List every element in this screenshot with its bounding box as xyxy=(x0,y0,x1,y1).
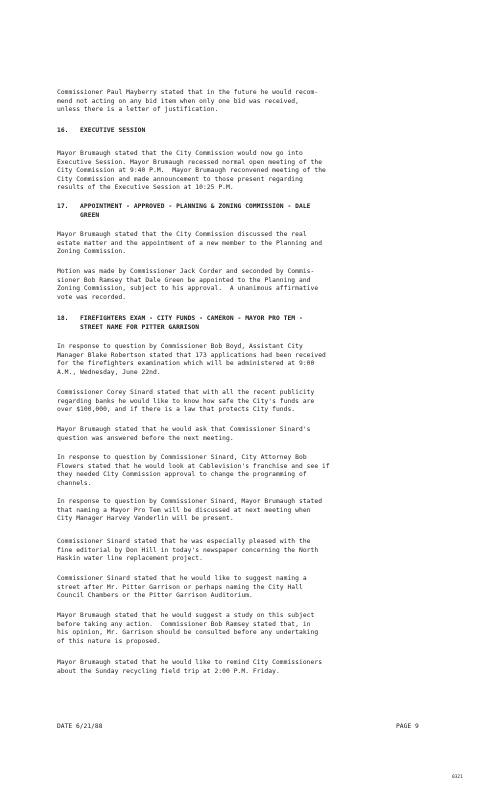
heading-appointment-planning-zoning: 17. APPOINTMENT - APPROVED - PLANNING & ZONING COMMISSION - DALE GREEN xyxy=(57,203,311,219)
paragraph-motion-dale-green: Motion was made by Commissioner Jack Corder and seconded by Commis- sioner Bob Ramsey that Dale Green be appointed to the Planning and Zoning Commission, subject to his approval. A unanimous affirmative vote was recorded. xyxy=(57,268,319,301)
heading-firefighters-exam: 18. FIREFIGHTERS EXAM - CITY FUNDS - CAMERON - MAYOR PRO TEM - STREET NAME FOR PITTER GARRISON xyxy=(57,315,303,331)
heading-executive-session: 16. EXECUTIVE SESSION xyxy=(57,127,146,134)
paragraph-firefighters-applications: In response to question by Commissioner Bob Boyd, Assistant City Manager Blake Robertson stated that 173 applications had been received for the firefighters examination which will be administered at 9:00 A.M., Wednesday, June 22nd. xyxy=(57,343,326,376)
paragraph-executive-session: Mayor Brumaugh stated that the City Commission would now go into Executive Session. Mayor Brumaugh recessed normal open meeting of the City Commission at 9:40 P.M. Mayor Brumaugh reconvened meeting of the City Commission and made announcement to those present regarding results of the Executive Session at 10:25 P.M. xyxy=(57,150,326,192)
paragraph-editorial: Commissioner Sinard stated that he was especially pleased with the fine editorial by Don Hill in today's newspaper concerning the North Haskin water line replacement project. xyxy=(57,538,319,563)
paragraph-funds-answer: Mayor Brumaugh stated that he would ask that Commissioner Sinard's question was answered before the next meeting. xyxy=(57,426,311,442)
footer-date: DATE 6/21/88 xyxy=(57,723,103,730)
footer-stamp: 0321 xyxy=(452,775,463,780)
paragraph-cablevision: In response to question by Commissioner Sinard, City Attorney Bob Flowers stated that he would look at Cablevision's franchise and see if they needed City Commission approval to change the programming of channels. xyxy=(57,454,330,487)
paragraph-commissioner-bid-item: Commissioner Paul Mayberry stated that in the future he would recom- mend not acting on any bid item when only one bid was received, unless there is a letter of justification. xyxy=(57,89,319,114)
paragraph-study-suggestion: Mayor Brumaugh stated that he would suggest a study on this subject before taking any action. Commissioner Bob Ramsey stated that, in his opinion, Mr. Garrison should be consulted before any undertaking of this nature is proposed. xyxy=(57,612,319,645)
paragraph-recycling-trip: Mayor Brumaugh stated that he would like to remind City Commissioners about the Sunday recycling field trip at 2:00 P.M. Friday. xyxy=(57,659,323,675)
paragraph-city-funds: Commissioner Corey Sinard stated that with all the recent publicity regarding banks he would like to know how safe the City's funds are over $100,000, and if there is a law that protects City funds. xyxy=(57,389,315,414)
footer-page-number: PAGE 9 xyxy=(396,723,419,730)
paragraph-street-naming: Commissioner Sinard stated that he would like to suggest naming a street after Mr. Pitter Garrison or perhaps naming the City Hall Council Chambers or the Pitter Garrison Auditorium. xyxy=(57,575,307,600)
paragraph-mayor-pro-tem: In response to question by Commissioner Sinard, Mayor Brumaugh stated that naming a Mayor Pro Tem will be discussed at next meeting when City Manager Harvey Vanderlin will be present. xyxy=(57,498,323,523)
paragraph-real-estate-discussion: Mayor Brumaugh stated that the City Commission discussed the real estate matter and the appointment of a new member to the Planning and Zoning Commission. xyxy=(57,231,323,256)
